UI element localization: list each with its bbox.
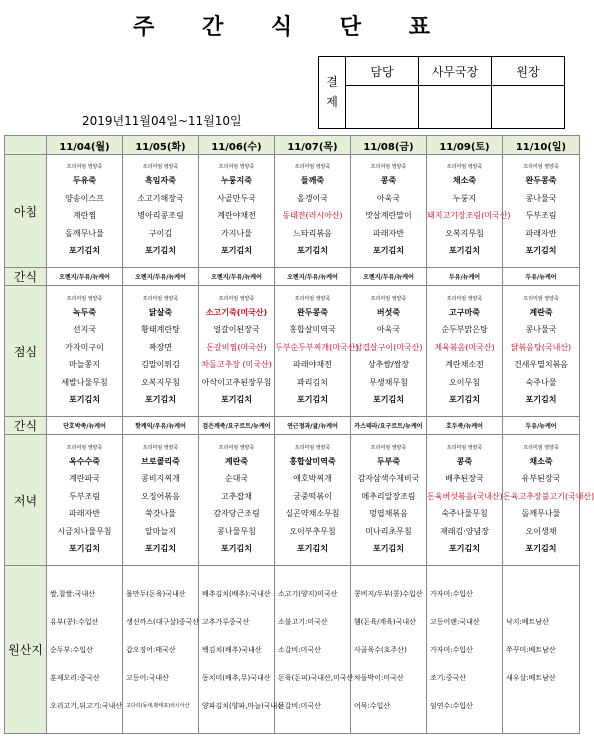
- snack-cell: 단호박죽/뉴케어: [47, 417, 123, 435]
- origin-item: 훈제오리:중국산: [50, 673, 100, 682]
- origin-item: 가자미:수입산: [430, 589, 473, 598]
- menu-item: 무생채무침: [369, 377, 408, 387]
- menu-item: 포기김치: [297, 246, 328, 256]
- menu-item: 닭볶음탕(국내산): [510, 342, 572, 352]
- day-header: 11/10(일): [503, 136, 580, 155]
- menu-item: 파래자반: [69, 509, 100, 518]
- menu-cell: [427, 286, 503, 417]
- breakfast-row: [5, 155, 580, 268]
- menu-item: 알마늘지: [145, 526, 176, 536]
- menu-item: 두유죽: [72, 176, 97, 186]
- snack-cell: 오렌지/두유/뉴케어: [47, 268, 123, 286]
- menu-item: 콩나물국: [525, 325, 557, 334]
- signature-box[interactable]: [492, 86, 565, 129]
- origin-item: 햄(돈육/계육)국내산: [354, 617, 416, 626]
- menu-cell: [199, 155, 275, 268]
- origin-item: 고등어랜:국내산: [430, 617, 480, 626]
- menu-item: 브로콜리죽: [141, 456, 180, 466]
- menu-item: 짜장면: [148, 342, 173, 352]
- menu-item: 들깨죽: [300, 176, 325, 186]
- menu-item: 유부된장국: [521, 474, 561, 483]
- snack-cell: 오렌지/두유/뉴케어: [351, 268, 427, 286]
- snack-cell: 두유/뉴케어: [427, 268, 503, 286]
- menu-cell: [199, 286, 275, 417]
- origin-item: 낙지:베트남산: [506, 617, 549, 626]
- menu-item: 두부순두부찌개(미국산): [275, 342, 359, 352]
- menu-item: 양송이스프: [65, 193, 104, 203]
- menu-item: 돈육고추장불고기(국내산): [503, 491, 594, 501]
- menu-tag: 프리미엄 영양죽: [142, 295, 179, 302]
- menu-item: 닭살죽: [148, 307, 173, 317]
- menu-item: 콩나물무침: [217, 526, 256, 536]
- menu-item: 포기김치: [449, 246, 480, 256]
- snack-cell: 카스테라/요구르트/뉴케어: [351, 417, 427, 435]
- origin-item: 돈육(돈피)국내산,미국산: [278, 673, 354, 682]
- origin-item: 쭈꾸미:베트남산: [506, 645, 556, 654]
- menu-cell: [427, 435, 503, 566]
- menu-tag: 프리미엄 영양죽: [294, 164, 331, 171]
- snack-cell: 호두죽/뉴케어: [427, 417, 503, 435]
- approval-header: 원장: [492, 57, 565, 86]
- menu-item: 버섯죽: [376, 307, 401, 317]
- menu-item: 포기김치: [373, 395, 404, 404]
- menu-item: 꽈리김치: [297, 377, 328, 387]
- row-label-lunch: 점심: [5, 286, 47, 417]
- menu-tag: 프리미엄 영양죽: [218, 164, 255, 171]
- menu-item: 세발나물무침: [61, 377, 108, 387]
- menu-item: 메추리알장조림: [361, 491, 416, 501]
- origin-row: [5, 566, 580, 734]
- menu-item: 상추쌈/쌈장: [367, 360, 410, 369]
- menu-item: 건새우멸치볶음: [513, 360, 569, 369]
- menu-cell: [503, 435, 594, 566]
- origin-cell: [427, 566, 503, 734]
- snack-row: [5, 417, 580, 435]
- menu-item: 포기김치: [525, 544, 557, 553]
- origin-item: 고등어:국내산: [126, 673, 169, 682]
- menu-tag: 프리미엄 영양죽: [446, 295, 483, 302]
- origin-item: 오리고기,뒤고기:국내산: [50, 701, 123, 710]
- menu-item: 포기김치: [373, 246, 404, 256]
- menu-cell: [123, 286, 199, 417]
- menu-item: 숙주나물무침: [441, 509, 488, 518]
- menu-period: 2019년11월04일~11월10일: [82, 114, 242, 128]
- origin-item: 유부(콩):수입산: [50, 617, 99, 626]
- menu-item: 흑임자죽: [145, 176, 176, 186]
- menu-tag: 프리미엄 영양죽: [523, 164, 559, 171]
- menu-tag: 프리미엄 영양죽: [142, 444, 179, 451]
- approval-header: 사무국장: [419, 57, 492, 86]
- menu-cell: [427, 155, 511, 268]
- menu-item: 애호박찌개: [293, 474, 332, 483]
- menu-item: 순두부맑은탕: [441, 325, 488, 334]
- row-label-breakfast: 아침: [5, 155, 47, 268]
- menu-item: 아삭이고추된장무침: [201, 377, 272, 387]
- origin-item: 조기:중국산: [430, 673, 467, 682]
- origin-item: 갑오징어:태국산: [126, 645, 176, 654]
- origin-item: 물만두(돈육)국내산: [126, 589, 186, 598]
- day-header: 11/05(화): [123, 136, 199, 155]
- menu-cell: [351, 435, 427, 566]
- menu-item: 포기김치: [145, 395, 176, 404]
- snack-cell: 검은깨죽/요구르트/뉴케어: [199, 417, 275, 435]
- menu-item: 아욱국: [376, 193, 401, 203]
- menu-item: 차돌고추장 (미국산): [201, 360, 272, 369]
- menu-tag: 프리미엄 영양죽: [66, 444, 103, 451]
- menu-item: 감자당근조림: [213, 509, 260, 518]
- menu-item: 포기김치: [145, 246, 176, 256]
- menu-tag: 프리미엄 영양죽: [218, 295, 255, 302]
- day-header: 11/04(월): [47, 136, 123, 155]
- menu-item: 오이생채: [525, 526, 557, 536]
- menu-item: 포기김치: [221, 246, 252, 256]
- menu-item: 고추잡채: [221, 491, 252, 501]
- menu-item: 오이부추무침: [289, 526, 336, 536]
- menu-item: 콩비지찌개: [141, 474, 180, 483]
- origin-cell: [351, 566, 427, 734]
- origin-cell: [47, 566, 123, 734]
- menu-item: 돈갈비찜(미국산): [206, 342, 267, 352]
- origin-item: 순두부:수입산: [50, 645, 93, 654]
- snack-cell: 오렌지/두유/뉴케어: [275, 268, 351, 286]
- menu-tag: 프리미엄 영양죽: [294, 444, 331, 451]
- origin-item: 고추가루중국산: [202, 617, 250, 626]
- menu-cell: [123, 155, 199, 268]
- menu-tag: 프리미엄 영양죽: [370, 164, 407, 171]
- origin-cell: [123, 566, 199, 734]
- menu-item: 채소죽: [529, 456, 553, 466]
- origin-item: 새우살:베트남산: [506, 673, 556, 682]
- menu-item: 채소죽: [452, 176, 477, 186]
- menu-item: 쑥갓나물: [145, 509, 176, 518]
- snack-row: [5, 268, 580, 286]
- menu-item: 돼지고기장조림(미국산): [427, 211, 511, 221]
- origin-item: 임연수:수입산: [430, 701, 473, 710]
- origin-item: 양파김치(양파,마늘)국내산: [202, 701, 285, 710]
- lunch-row: [5, 286, 580, 417]
- row-label-snack: 간식: [5, 417, 47, 435]
- menu-cell: [351, 286, 427, 417]
- origin-item: 소갈비:미국산: [278, 645, 321, 654]
- menu-item: 계란파국: [69, 474, 100, 483]
- menu-item: 콩죽: [380, 176, 397, 186]
- menu-item: 멍엽채볶음: [369, 509, 408, 518]
- weekly-menu-table: [4, 135, 594, 734]
- menu-tag: 프리미엄 영양죽: [523, 295, 559, 302]
- menu-item: 올갱이국: [297, 193, 328, 203]
- origin-item: 생선까스(대구살)중국산: [126, 617, 200, 626]
- menu-item: 포기김치: [297, 395, 328, 404]
- menu-item: 마늘쫑지: [69, 360, 100, 369]
- menu-item: 홍합살미역죽: [289, 456, 336, 466]
- menu-tag: 프리미엄 영양죽: [370, 295, 407, 302]
- menu-item: 파래자반: [525, 228, 557, 238]
- snack-cell: 핫케익/우유/뉴케어: [123, 417, 199, 435]
- origin-item: 쌀,찹쌀:국내산: [50, 589, 96, 598]
- origin-item: 동치미(배추,무)국내산: [202, 673, 271, 682]
- menu-item: 파래자반: [373, 228, 404, 238]
- menu-tag: 프리미엄 영양죽: [523, 444, 559, 451]
- menu-item: 포기김치: [69, 395, 100, 404]
- menu-item: 배추된장국: [445, 474, 484, 483]
- origin-cell: [199, 566, 285, 734]
- menu-item: 콩죽: [456, 456, 473, 466]
- menu-item: 제육볶음(미국산): [434, 342, 495, 352]
- menu-cell: [275, 435, 351, 566]
- menu-item: 재래김·양념장: [440, 526, 489, 536]
- menu-cell: [275, 155, 351, 268]
- menu-item: 사골만두국: [217, 193, 256, 203]
- signature-box[interactable]: [419, 86, 492, 129]
- menu-item: 돌깨무나물: [521, 509, 561, 518]
- menu-item: 선지국: [72, 325, 97, 334]
- menu-item: 시금치나물무침: [57, 526, 112, 536]
- menu-cell: [503, 155, 580, 268]
- menu-tag: 프리미엄 영양죽: [66, 164, 103, 171]
- menu-item: 가지나물: [221, 228, 252, 238]
- menu-item: 돈육버섯볶음(국내산): [427, 491, 503, 501]
- menu-item: 오이무침: [449, 377, 480, 387]
- menu-tag: 프리미엄 영양죽: [142, 164, 179, 171]
- origin-cell: [275, 566, 354, 734]
- menu-item: 돌깨무나물: [65, 228, 104, 238]
- origin-item: 고다리(동태,황태포)러시아산: [126, 702, 190, 709]
- menu-item: 계란찜: [72, 211, 97, 221]
- menu-item: 순대국: [224, 474, 249, 483]
- menu-item: 맛살계란말이: [365, 211, 412, 221]
- menu-cell: [275, 286, 359, 417]
- menu-item: 소고기죽(미국산): [205, 307, 268, 317]
- menu-tag: 프리미엄 영양죽: [66, 295, 103, 302]
- day-header-row: [5, 136, 580, 155]
- day-header: 11/08(금): [351, 136, 427, 155]
- menu-item: 포기김치: [221, 544, 252, 553]
- menu-item: 가자미구이: [65, 342, 104, 352]
- approval-box: [318, 56, 565, 129]
- menu-item: 포기김치: [297, 544, 328, 553]
- menu-item: 두부죽: [376, 456, 401, 466]
- menu-item: 홍합살미역국: [289, 325, 336, 334]
- menu-tag: 프리미엄 영양죽: [218, 444, 255, 451]
- menu-item: 파래야채전: [293, 360, 332, 369]
- approval-header: 담당: [346, 57, 419, 86]
- menu-item: 오징어볶음: [141, 491, 180, 501]
- menu-item: 완두콩죽: [297, 307, 328, 317]
- menu-cell: [123, 435, 199, 566]
- menu-cell: [47, 435, 123, 566]
- menu-item: 병아리콩조림: [137, 211, 184, 221]
- menu-item: 오복지무침: [141, 377, 180, 387]
- menu-item: 누룽지: [452, 193, 477, 203]
- menu-item: 소고기해장국: [137, 193, 184, 203]
- day-header: 11/09(토): [427, 136, 503, 155]
- menu-item: 고구마죽: [449, 307, 480, 317]
- menu-item: 포기김치: [449, 395, 480, 404]
- day-header: 11/06(수): [199, 136, 275, 155]
- menu-item: 포기김치: [145, 544, 176, 553]
- snack-cell: 오렌지/두유/뉴케어: [123, 268, 199, 286]
- menu-item: 완두콩죽: [525, 176, 557, 186]
- menu-cell: [199, 435, 275, 566]
- origin-item: 소고기(양지)미국산: [278, 589, 338, 598]
- snack-cell: 두유/뉴케어: [503, 417, 580, 435]
- menu-item: 미나리초무침: [365, 526, 412, 536]
- dinner-row: [5, 435, 580, 566]
- origin-item: 사골육수(호주산): [354, 645, 407, 654]
- menu-item: 계란죽: [224, 456, 249, 466]
- menu-item: 김말이튀김: [141, 360, 180, 369]
- snack-cell: 두유/뉴케어: [503, 268, 580, 286]
- menu-item: 아욱국: [376, 325, 401, 334]
- origin-item: 배추김치(배추):국내산: [202, 589, 271, 598]
- menu-cell: [47, 155, 123, 268]
- menu-item: 계란채소전: [445, 360, 484, 369]
- menu-item: 계란죽: [529, 307, 553, 317]
- menu-cell: [503, 286, 580, 417]
- origin-item: 가자미:수입산: [430, 645, 473, 654]
- menu-item: 오복지무침: [445, 228, 484, 238]
- origin-item: 소불고기:미국산: [278, 617, 328, 626]
- menu-item: 느타리볶음: [293, 228, 332, 238]
- menu-item: 포기김치: [69, 246, 100, 256]
- menu-item: 감자삼색수제비국: [357, 474, 420, 483]
- menu-item: 삼겹살구이(미국산): [354, 342, 423, 352]
- menu-tag: 프리미엄 영양죽: [446, 444, 483, 451]
- menu-item: 포기김치: [525, 246, 557, 256]
- menu-item: 옥수수죽: [69, 456, 100, 466]
- menu-item: 누룽지죽: [221, 176, 252, 186]
- menu-tag: 프리미엄 영양죽: [446, 164, 483, 171]
- menu-item: 포기김치: [525, 395, 557, 404]
- row-label-snack: 간식: [5, 268, 47, 286]
- menu-item: 콩나물국: [525, 193, 557, 203]
- menu-tag: 프리미엄 영양죽: [370, 444, 407, 451]
- snack-cell: 연근정과/귤/뉴케어: [275, 417, 351, 435]
- menu-item: 구이김: [148, 228, 173, 238]
- origin-item: 어묵:수입산: [354, 701, 391, 710]
- day-header: 11/07(목): [275, 136, 351, 155]
- menu-item: 얼갈이된장국: [213, 325, 260, 334]
- origin-cell: [503, 566, 580, 734]
- menu-item: 녹두죽: [72, 307, 97, 317]
- snack-cell: 오렌지/두유/뉴케어: [199, 268, 275, 286]
- origin-item: 차돌박이:미국산: [354, 673, 404, 682]
- menu-item: 궁중떡볶이: [293, 491, 332, 501]
- approval-label: 결 제: [319, 57, 346, 129]
- page-title: 주 간 식 단 표: [133, 15, 450, 40]
- menu-item: 포기김치: [69, 544, 100, 553]
- origin-item: 백김치(배추)국내산: [202, 645, 262, 654]
- row-label-dinner: 저녁: [5, 435, 47, 566]
- menu-item: 포기김치: [373, 544, 404, 553]
- menu-item: 두부조림: [69, 491, 100, 501]
- menu-tag: 프리미엄 영양죽: [294, 295, 331, 302]
- menu-item: 황태계란탕: [141, 325, 180, 334]
- origin-item: 돈갈비:미국산: [278, 701, 321, 710]
- menu-item: 동태전(러시아산): [282, 211, 343, 221]
- menu-item: 계란야채전: [217, 211, 256, 221]
- origin-item: 콩비지/두부(콩)수입산: [354, 589, 423, 598]
- menu-item: 실곤약채소무침: [285, 509, 340, 518]
- menu-item: 두부조림: [525, 211, 557, 221]
- corner-cell: [5, 136, 47, 155]
- row-label-origin: 원산지: [5, 566, 47, 734]
- signature-box[interactable]: [346, 86, 419, 129]
- menu-item: 숙주나물: [525, 377, 557, 387]
- menu-item: 포기김치: [449, 544, 480, 553]
- menu-cell: [351, 155, 427, 268]
- menu-item: 포기김치: [221, 395, 252, 404]
- menu-cell: [47, 286, 123, 417]
